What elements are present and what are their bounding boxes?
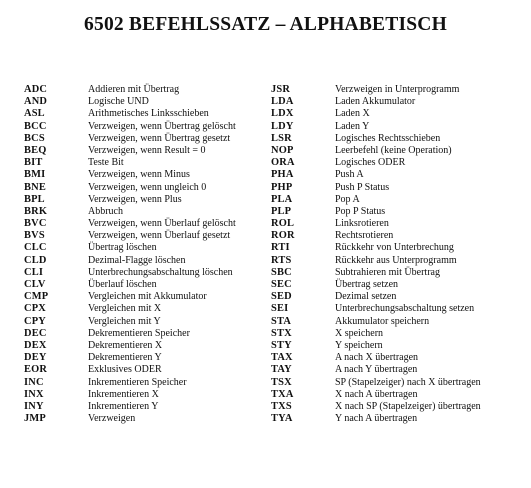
instruction-mnemonic: AND — [24, 96, 48, 108]
instruction-description: Laden X — [335, 108, 370, 120]
instruction-mnemonic: BMI — [24, 169, 46, 181]
instruction-mnemonic: LDY — [271, 120, 294, 132]
instruction-row — [24, 133, 236, 145]
instruction-description: Verzweigen, wenn Minus — [88, 169, 190, 181]
instruction-mnemonic: ROL — [271, 218, 295, 230]
instruction-mnemonic: SED — [271, 291, 292, 303]
instruction-row — [271, 194, 481, 206]
instruction-description: Y speichern — [335, 339, 383, 351]
instruction-row — [271, 108, 481, 120]
instruction-mnemonic: SBC — [271, 266, 292, 278]
instruction-description: Verzweigen, wenn Plus — [88, 193, 182, 205]
instruction-row — [271, 389, 481, 401]
page-title: 6502 BEFEHLSSATZ – ALPHABETISCH — [84, 14, 447, 35]
instruction-description: Rückkehr von Unterbrechung — [335, 242, 454, 254]
instruction-mnemonic: STA — [271, 315, 292, 327]
instruction-description: Pop A — [335, 193, 360, 205]
instruction-row — [271, 84, 481, 96]
instruction-description: Übertrag setzen — [335, 279, 399, 290]
instruction-mnemonic: SEC — [271, 279, 292, 290]
instruction-mnemonic: INY — [24, 400, 44, 412]
instruction-description: Verzweigen, wenn Übertrag gelöscht — [88, 120, 236, 132]
instruction-mnemonic: CLC — [24, 242, 47, 254]
instruction-mnemonic: PHA — [271, 169, 294, 181]
instruction-description: Dekrementieren Y — [88, 352, 162, 364]
instruction-description: Inkrementieren Y — [88, 400, 159, 412]
instruction-row — [271, 291, 481, 303]
instruction-mnemonic: DEY — [24, 352, 47, 364]
instruction-mnemonic: BEQ — [24, 144, 47, 156]
instruction-row — [271, 133, 481, 145]
instruction-description: A nach X übertragen — [335, 352, 419, 364]
instruction-mnemonic: CLV — [24, 279, 46, 290]
instruction-row — [24, 401, 236, 413]
instruction-row — [24, 84, 236, 96]
instruction-row — [24, 316, 236, 328]
instruction-mnemonic: BVC — [24, 218, 47, 230]
instruction-mnemonic: BCS — [24, 132, 45, 144]
instruction-row — [271, 267, 481, 279]
instruction-row — [24, 230, 236, 242]
instruction-mnemonic: JMP — [24, 413, 46, 425]
instruction-mnemonic: ASL — [24, 108, 45, 120]
instruction-row — [271, 364, 481, 376]
instruction-mnemonic: DEX — [24, 339, 47, 351]
instruction-row — [271, 169, 481, 181]
instruction-mnemonic: TAX — [271, 352, 293, 364]
instruction-row — [271, 279, 481, 291]
instruction-mnemonic: EOR — [24, 364, 48, 376]
instruction-row — [271, 206, 481, 218]
instruction-mnemonic: CPY — [24, 315, 46, 327]
instruction-description: SP (Stapelzeiger) nach X übertragen — [335, 376, 481, 388]
instruction-row — [271, 230, 481, 242]
instruction-mnemonic: PLP — [271, 205, 292, 217]
instruction-mnemonic: TXA — [271, 388, 294, 400]
instruction-row — [271, 157, 481, 169]
instruction-row — [271, 328, 481, 340]
instruction-list-left — [24, 84, 236, 425]
instruction-description: X nach SP (Stapelzeiger) übertragen — [335, 400, 481, 412]
instruction-row — [24, 145, 236, 157]
instruction-row — [271, 401, 481, 413]
instruction-row — [24, 242, 236, 254]
instruction-description: Addieren mit Übertrag — [88, 84, 180, 95]
instruction-description: Push P Status — [335, 181, 390, 193]
instruction-row — [24, 194, 236, 206]
instruction-description: Arithmetisches Linksschieben — [88, 108, 209, 120]
instruction-description: Linksrotieren — [335, 218, 389, 230]
instruction-row — [24, 413, 236, 425]
instruction-row — [24, 364, 236, 376]
instruction-row — [24, 340, 236, 352]
instruction-mnemonic: BPL — [24, 193, 45, 205]
instruction-row — [271, 96, 481, 108]
instruction-row — [24, 108, 236, 120]
instruction-description: Logische UND — [88, 96, 149, 108]
instruction-mnemonic: ORA — [271, 157, 295, 169]
instruction-mnemonic: STY — [271, 339, 292, 351]
instruction-mnemonic: RTS — [271, 254, 292, 266]
instruction-description: Verzweigen, wenn Überlauf gelöscht — [88, 218, 236, 230]
instruction-mnemonic: CMP — [24, 291, 49, 303]
instruction-description: Inkrementieren X — [88, 388, 159, 400]
instruction-description: Abbruch — [88, 205, 123, 217]
instruction-mnemonic: INX — [24, 388, 44, 400]
instruction-row — [24, 303, 236, 315]
instruction-mnemonic: SEI — [271, 303, 289, 315]
instruction-description: Vergleichen mit Y — [88, 315, 161, 327]
instruction-mnemonic: TXS — [271, 400, 292, 412]
instruction-description: Verzweigen, wenn Überlauf gesetzt — [88, 230, 231, 242]
instruction-description: Übertrag löschen — [88, 242, 157, 254]
instruction-description: Dekrementieren Speicher — [88, 327, 190, 339]
instruction-row — [271, 303, 481, 315]
instruction-list-right — [271, 84, 481, 425]
instruction-mnemonic: ADC — [24, 84, 48, 95]
instruction-mnemonic: BRK — [24, 205, 48, 217]
instruction-row — [24, 255, 236, 267]
instruction-row — [271, 352, 481, 364]
instruction-mnemonic: JSR — [271, 84, 291, 95]
instruction-description: Dezimal-Flagge löschen — [88, 254, 186, 266]
instruction-mnemonic: LSR — [271, 132, 292, 144]
instruction-description: Vergleichen mit X — [88, 303, 162, 315]
instruction-description: Unterbrechungsabschaltung setzen — [335, 303, 475, 315]
instruction-row — [24, 291, 236, 303]
instruction-row — [24, 352, 236, 364]
instruction-row — [24, 328, 236, 340]
instruction-description: X nach A übertragen — [335, 388, 418, 400]
instruction-mnemonic: CLD — [24, 254, 47, 266]
instruction-mnemonic: STX — [271, 327, 292, 339]
instruction-description: Vergleichen mit Akkumulator — [88, 291, 207, 303]
instruction-description: Verzweigen, wenn Result = 0 — [88, 144, 206, 156]
instruction-row — [24, 279, 236, 291]
instruction-description: Akkumulator speichern — [335, 315, 430, 327]
instruction-row — [24, 267, 236, 279]
instruction-row — [24, 182, 236, 194]
instruction-row — [24, 218, 236, 230]
instruction-row — [271, 413, 481, 425]
instruction-mnemonic: LDX — [271, 108, 294, 120]
instruction-row — [271, 316, 481, 328]
instruction-description: Dekrementieren X — [88, 339, 163, 351]
instruction-row — [24, 206, 236, 218]
instruction-row — [24, 389, 236, 401]
instruction-mnemonic: TAY — [271, 364, 292, 376]
instruction-description: Subtrahieren mit Übertrag — [335, 266, 440, 278]
instruction-description: A nach Y übertragen — [335, 364, 418, 376]
instruction-description: Logisches Rechtsschieben — [335, 132, 441, 144]
instruction-mnemonic: LDA — [271, 96, 294, 108]
instruction-row — [271, 242, 481, 254]
instruction-description: Inkrementieren Speicher — [88, 376, 187, 388]
instruction-row — [271, 340, 481, 352]
instruction-description: Exklusives ODER — [88, 364, 162, 376]
instruction-row — [24, 121, 236, 133]
instruction-description: Push A — [335, 169, 364, 181]
instruction-description: Unterbrechungsabschaltung löschen — [88, 266, 233, 278]
instruction-row — [271, 121, 481, 133]
instruction-description: Verzweigen, wenn ungleich 0 — [88, 181, 207, 193]
instruction-description: Pop P Status — [335, 205, 386, 217]
instruction-description: Teste Bit — [88, 157, 124, 169]
instruction-description: X speichern — [335, 327, 384, 339]
instruction-mnemonic: TSX — [271, 376, 292, 388]
instruction-row — [271, 218, 481, 230]
instruction-description: Dezimal setzen — [335, 291, 397, 303]
instruction-description: Verzweigen — [88, 413, 136, 425]
instruction-mnemonic: BCC — [24, 120, 47, 132]
instruction-mnemonic: NOP — [271, 144, 294, 156]
instruction-mnemonic: BNE — [24, 181, 46, 193]
instruction-description: Y nach A übertragen — [335, 413, 418, 425]
instruction-mnemonic: ROR — [271, 230, 295, 242]
instruction-row — [24, 169, 236, 181]
instruction-row — [24, 157, 236, 169]
instruction-row — [271, 145, 481, 157]
instruction-mnemonic: BIT — [24, 157, 43, 169]
instruction-description: Laden Akkumulator — [335, 96, 416, 108]
instruction-mnemonic: INC — [24, 376, 44, 388]
instruction-description: Laden Y — [335, 120, 370, 132]
instruction-row — [24, 96, 236, 108]
instruction-mnemonic: PLA — [271, 193, 293, 205]
instruction-row — [271, 377, 481, 389]
instruction-description: Rechtsrotieren — [335, 230, 394, 242]
instruction-mnemonic: CPX — [24, 303, 46, 315]
instruction-mnemonic: BVS — [24, 230, 45, 242]
instruction-mnemonic: RTI — [271, 242, 290, 254]
instruction-description: Logisches ODER — [335, 157, 406, 169]
instruction-mnemonic: PHP — [271, 181, 293, 193]
instruction-row — [271, 255, 481, 267]
instruction-mnemonic: DEC — [24, 327, 47, 339]
instruction-mnemonic: TYA — [271, 413, 293, 425]
instruction-description: Überlauf löschen — [88, 279, 157, 290]
instruction-row — [271, 182, 481, 194]
instruction-description: Rückkehr aus Unterprogramm — [335, 254, 457, 266]
instruction-mnemonic: CLI — [24, 266, 44, 278]
instruction-description: Leerbefehl (keine Operation) — [335, 144, 452, 156]
instruction-description: Verzweigen in Unterprogramm — [335, 84, 460, 95]
instruction-description: Verzweigen, wenn Übertrag gesetzt — [88, 132, 231, 144]
instruction-row — [24, 377, 236, 389]
